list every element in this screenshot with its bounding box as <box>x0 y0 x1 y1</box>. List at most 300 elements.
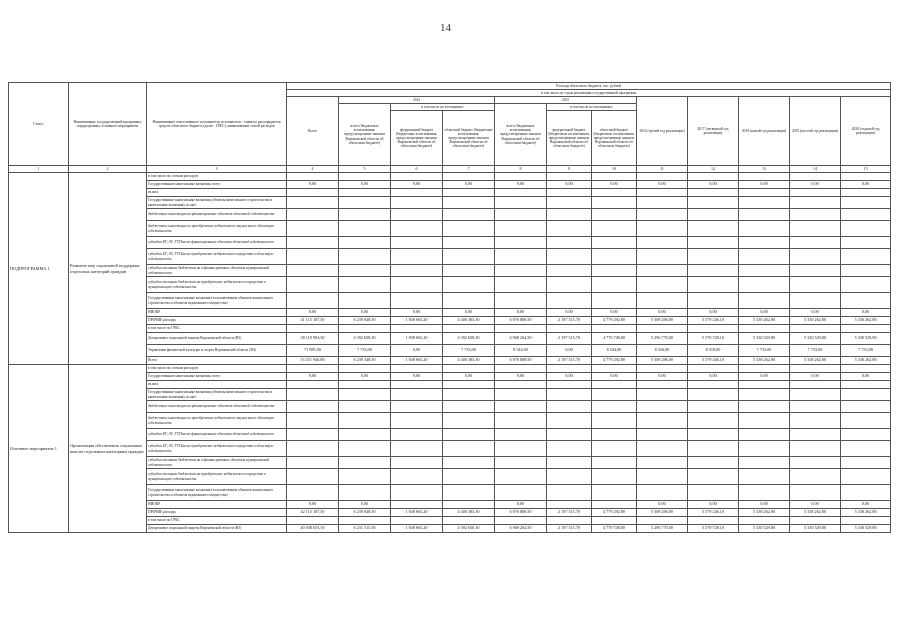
row-label: в том числе по ГРБС: <box>147 325 287 333</box>
cell-value: 0,00 <box>688 309 739 317</box>
cell-value <box>637 189 688 197</box>
cell-value: 0,00 <box>495 501 547 509</box>
cell-value: 4 392 650,30 <box>443 525 495 533</box>
cell-value: 5 579 246,10 <box>688 357 739 365</box>
row-label: бюджетные инвестиции на приобретение недвижимого имущества в областную собственность <box>147 413 287 429</box>
cell-value <box>688 325 739 333</box>
cell-value <box>790 485 841 501</box>
cell-value: 5 330 529,80 <box>841 525 891 533</box>
header-c13: 2018 (пятый год реализации) <box>739 97 790 166</box>
header-c8: всего (бюджетные ассигнования, предусмотренные законом Воронежской области об областном бюджете) <box>495 104 547 166</box>
cell-value <box>688 277 739 293</box>
cell-value: 0,00 <box>339 373 391 381</box>
cell-value <box>547 325 592 333</box>
cell-value <box>790 441 841 457</box>
cell-value <box>688 221 739 237</box>
cell-value <box>841 485 891 501</box>
cell-value: 6 239 048,50 <box>339 317 391 325</box>
cell-value: 5 330 262,80 <box>739 317 790 325</box>
cell-value: 0,00 <box>443 181 495 189</box>
cell-value <box>339 365 391 373</box>
cell-value <box>443 265 495 277</box>
cell-value: 0,00 <box>790 181 841 189</box>
cell-value <box>688 485 739 501</box>
cell-value <box>739 365 790 373</box>
cell-value <box>391 401 443 413</box>
cell-value: 7 733,00 <box>339 345 391 357</box>
cell-value: 0,00 <box>637 181 688 189</box>
cell-value <box>495 209 547 221</box>
cell-value <box>339 325 391 333</box>
cell-value <box>339 517 391 525</box>
row-label: Государственные капитальные вложения, всего <box>147 181 287 189</box>
row-status: ПОДПРОГРАММА 1 <box>9 173 69 365</box>
cell-value <box>287 173 339 181</box>
cell-value: 0,00 <box>547 181 592 189</box>
column-number: 13 <box>739 166 790 173</box>
cell-value <box>841 237 891 249</box>
cell-value <box>790 413 841 429</box>
cell-value: 5 330 262,80 <box>790 317 841 325</box>
column-number: 6 <box>391 166 443 173</box>
cell-value: 40 038 653,50 <box>287 525 339 533</box>
cell-value <box>841 413 891 429</box>
cell-value <box>547 189 592 197</box>
cell-value <box>287 325 339 333</box>
cell-value <box>592 389 637 401</box>
cell-value <box>637 209 688 221</box>
cell-value: 7 733,00 <box>790 345 841 357</box>
cell-value <box>790 189 841 197</box>
cell-value: 1 838 665,20 <box>391 333 443 345</box>
cell-value <box>790 517 841 525</box>
column-number: 3 <box>147 166 287 173</box>
cell-value: 5 330 529,80 <box>790 525 841 533</box>
cell-value <box>637 197 688 209</box>
cell-value <box>592 293 637 309</box>
cell-value <box>339 237 391 249</box>
cell-value <box>287 265 339 277</box>
cell-value <box>592 517 637 525</box>
cell-value <box>391 249 443 265</box>
cell-value <box>339 401 391 413</box>
cell-value <box>739 197 790 209</box>
cell-value <box>287 209 339 221</box>
cell-value <box>739 441 790 457</box>
cell-value <box>287 237 339 249</box>
cell-value <box>841 325 891 333</box>
cell-value <box>391 485 443 501</box>
cell-value <box>592 401 637 413</box>
cell-value <box>287 401 339 413</box>
column-number: 8 <box>495 166 547 173</box>
row-label: ПРОЧИЕ расходы <box>147 317 287 325</box>
cell-value <box>790 457 841 469</box>
column-number-row <box>9 166 891 173</box>
cell-value <box>790 237 841 249</box>
column-number: 14 <box>790 166 841 173</box>
cell-value: 0,00 <box>688 373 739 381</box>
cell-value <box>592 209 637 221</box>
cell-value <box>688 381 739 389</box>
cell-value <box>637 173 688 181</box>
cell-value <box>495 485 547 501</box>
header-c11: 2016 (третий год реализации) <box>637 97 688 166</box>
header-c12: 2017 (четвертый год реализации) <box>688 97 739 166</box>
cell-value: 1 838 665,20 <box>391 509 443 517</box>
column-number: 5 <box>339 166 391 173</box>
cell-value: 0,00 <box>287 309 339 317</box>
cell-value <box>339 173 391 181</box>
cell-value: 0,00 <box>739 181 790 189</box>
cell-value: 0,00 <box>391 181 443 189</box>
cell-value <box>841 401 891 413</box>
cell-value <box>688 413 739 429</box>
cell-value: 2 197 515,70 <box>547 333 592 345</box>
cell-value <box>547 441 592 457</box>
cell-value <box>495 413 547 429</box>
cell-value <box>592 197 637 209</box>
cell-value: 5 308 296,00 <box>637 357 688 365</box>
cell-value: 0,00 <box>495 181 547 189</box>
cell-value <box>592 237 637 249</box>
cell-value: 5 296 770,00 <box>637 333 688 345</box>
cell-value <box>688 389 739 401</box>
cell-value <box>790 325 841 333</box>
cell-value <box>592 413 637 429</box>
cell-value: 71 885,00 <box>287 345 339 357</box>
cell-value <box>287 365 339 373</box>
row-label: НИОКР <box>147 309 287 317</box>
cell-value <box>391 325 443 333</box>
cell-value <box>339 413 391 429</box>
cell-value <box>739 221 790 237</box>
cell-value <box>841 429 891 441</box>
row-label: Управление физической культуры и спорта Воронежской области (ВЗ) <box>147 345 287 357</box>
cell-value <box>739 277 790 293</box>
cell-value <box>339 221 391 237</box>
column-number: 10 <box>592 166 637 173</box>
cell-value <box>592 501 637 509</box>
cell-value <box>391 265 443 277</box>
cell-value <box>592 441 637 457</box>
cell-value <box>547 381 592 389</box>
cell-value <box>547 293 592 309</box>
row-label: субсидии БУ, АУ, ГУПам на финансирование объектов областной собственности <box>147 237 287 249</box>
header-c6: федеральный бюджет (бюджетные ассигнования, предусмотренные законом Воронежской области об областном бюджете) <box>391 111 443 166</box>
cell-value <box>790 265 841 277</box>
cell-value <box>637 221 688 237</box>
cell-value: 6 239 048,50 <box>339 509 391 517</box>
column-number: 15 <box>841 166 891 173</box>
row-label: Департамент социальной защиты Воронежской области (ВЗ) <box>147 525 287 533</box>
cell-value: 0,00 <box>443 373 495 381</box>
cell-value <box>739 485 790 501</box>
cell-value: 0,00 <box>339 309 391 317</box>
cell-value: 42 115 187,50 <box>287 509 339 517</box>
cell-value <box>391 209 443 221</box>
cell-value <box>547 469 592 485</box>
cell-value <box>287 249 339 265</box>
row-label: Всего <box>147 357 287 365</box>
cell-value <box>391 237 443 249</box>
cell-value: 4 392 658,30 <box>443 333 495 345</box>
cell-value <box>637 325 688 333</box>
cell-value <box>790 277 841 293</box>
cell-value: 0,00 <box>841 501 891 509</box>
table-row <box>9 365 891 373</box>
row-program-name: Организация обеспечения социальных выплат отдельным категориям граждан <box>69 365 147 533</box>
cell-value <box>443 441 495 457</box>
cell-value <box>443 173 495 181</box>
cell-value <box>339 389 391 401</box>
cell-value <box>443 401 495 413</box>
header-year-2014: 2014 <box>339 97 495 104</box>
cell-value: 5 338 262,80 <box>739 509 790 517</box>
cell-value <box>592 189 637 197</box>
cell-value <box>391 441 443 457</box>
cell-value <box>841 189 891 197</box>
cell-value <box>592 485 637 501</box>
cell-value: 0,00 <box>790 501 841 509</box>
cell-value: 5 330 529,80 <box>841 333 891 345</box>
cell-value <box>391 469 443 485</box>
cell-value: 0,00 <box>739 309 790 317</box>
row-label: в том числе по статьям расходов: <box>147 365 287 373</box>
cell-value <box>287 485 339 501</box>
cell-value: 0,00 <box>495 309 547 317</box>
cell-value: 8 544,00 <box>495 345 547 357</box>
cell-value <box>547 265 592 277</box>
cell-value <box>547 365 592 373</box>
cell-value <box>790 209 841 221</box>
cell-value <box>739 401 790 413</box>
cell-value: 0,00 <box>495 373 547 381</box>
cell-value <box>688 249 739 265</box>
cell-value <box>841 221 891 237</box>
row-label: субсидии БУ, АУ, ГУПам на приобретение недвижимого имущества в областную собственность <box>147 249 287 265</box>
cell-value <box>841 389 891 401</box>
cell-value: 4 400 383,30 <box>443 357 495 365</box>
cell-value: 0,00 <box>688 181 739 189</box>
row-label: Государственные капитальные вложения (за исключением объектов капитального строительства и объектов недвижимого имущества) <box>147 485 287 501</box>
row-label: бюджетные инвестиции на финансирование объектов областной собственности <box>147 401 287 413</box>
cell-value: 5 296 770,00 <box>637 525 688 533</box>
cell-value <box>637 277 688 293</box>
cell-value <box>739 209 790 221</box>
cell-value: 0,00 <box>287 373 339 381</box>
cell-value: 8 526,00 <box>637 345 688 357</box>
header-expenses-title: Расходы областного бюджета, тыс. рублей <box>287 83 891 90</box>
cell-value <box>592 277 637 293</box>
cell-value <box>841 173 891 181</box>
cell-value <box>547 209 592 221</box>
cell-value: 5 338 262,80 <box>841 509 891 517</box>
cell-value: 0,00 <box>637 309 688 317</box>
cell-value: 1 838 665,20 <box>391 525 443 533</box>
cell-value: 1 838 665,20 <box>391 317 443 325</box>
row-label: Государственные капитальные вложения (объекты капитального строительства и капитальные вложения), из них <box>147 389 287 401</box>
column-number: 1 <box>9 166 69 173</box>
cell-value <box>443 501 495 509</box>
cell-value <box>688 469 739 485</box>
cell-value: 0,00 <box>339 501 391 509</box>
cell-value: 5 330 529,80 <box>790 333 841 345</box>
cell-value: 4 779 292,80 <box>592 317 637 325</box>
cell-value <box>495 389 547 401</box>
cell-value: 6 976 808,50 <box>495 317 547 325</box>
cell-value <box>391 221 443 237</box>
cell-value <box>391 381 443 389</box>
cell-value: 2 197 515,70 <box>547 509 592 517</box>
cell-value <box>495 469 547 485</box>
cell-value: 7 733,00 <box>443 345 495 357</box>
cell-value <box>547 517 592 525</box>
cell-value <box>495 293 547 309</box>
cell-value: 4 770 748,80 <box>592 333 637 345</box>
header-program-name: Наименование государственной программы, подпрограммы, основного мероприятия <box>69 83 147 166</box>
column-number: 12 <box>688 166 739 173</box>
page-number: 14 <box>440 22 451 34</box>
cell-value <box>547 237 592 249</box>
cell-value <box>339 293 391 309</box>
cell-value <box>592 429 637 441</box>
cell-value <box>339 277 391 293</box>
header-by-years: в том числе по годам реализации государственной программы <box>287 90 891 97</box>
header-c15: 2020 (седьмой год реализации) <box>841 97 891 166</box>
cell-value: 0,00 <box>637 373 688 381</box>
column-number: 4 <box>287 166 339 173</box>
cell-value <box>592 221 637 237</box>
row-label: Государственные капитальные вложения (объекты капитального строительства и капитальные вложения), из них <box>147 197 287 209</box>
cell-value: 0,00 <box>391 373 443 381</box>
cell-value <box>841 457 891 469</box>
cell-value <box>443 189 495 197</box>
cell-value <box>688 401 739 413</box>
cell-value: 38 119 994,30 <box>287 333 339 345</box>
table-row <box>9 173 891 181</box>
cell-value <box>547 277 592 293</box>
cell-value <box>790 429 841 441</box>
header-year-2015: 2015 <box>495 97 637 104</box>
cell-value: 0,00 <box>547 373 592 381</box>
cell-value <box>443 237 495 249</box>
cell-value <box>287 441 339 457</box>
cell-value <box>790 249 841 265</box>
cell-value: 5 570 728,10 <box>688 333 739 345</box>
cell-value <box>287 413 339 429</box>
row-label: субсидии местным бюджетам на приобретение недвижимого имущества в муниципальную собственность <box>147 469 287 485</box>
cell-value <box>391 517 443 525</box>
cell-value <box>339 457 391 469</box>
cell-value <box>339 209 391 221</box>
cell-value <box>688 189 739 197</box>
cell-value: 0,00 <box>841 373 891 381</box>
cell-value <box>637 381 688 389</box>
cell-value <box>287 293 339 309</box>
cell-value <box>790 389 841 401</box>
cell-value: 0,00 <box>739 373 790 381</box>
row-label: бюджетные инвестиции на приобретение недвижимого имущества в областную собственность <box>147 221 287 237</box>
cell-value <box>443 429 495 441</box>
cell-value <box>391 189 443 197</box>
cell-value <box>547 221 592 237</box>
column-number: 9 <box>547 166 592 173</box>
cell-value <box>443 517 495 525</box>
cell-value: 0,00 <box>592 181 637 189</box>
cell-value <box>637 413 688 429</box>
cell-value <box>547 485 592 501</box>
cell-value: 8 518,00 <box>688 345 739 357</box>
row-label: НИОКР <box>147 501 287 509</box>
cell-value <box>443 469 495 485</box>
cell-value <box>339 265 391 277</box>
cell-value <box>739 325 790 333</box>
cell-value <box>287 189 339 197</box>
cell-value: 2 197 515,70 <box>547 357 592 365</box>
cell-value: 5 308 296,00 <box>637 317 688 325</box>
budget-table <box>8 82 891 533</box>
cell-value: 4 779 292,80 <box>592 509 637 517</box>
cell-value: 4 392 658,30 <box>339 333 391 345</box>
cell-value <box>688 173 739 181</box>
cell-value <box>495 189 547 197</box>
cell-value <box>495 173 547 181</box>
cell-value: 7 733,00 <box>739 345 790 357</box>
cell-value <box>547 197 592 209</box>
header-status: Статус <box>9 83 69 166</box>
cell-value <box>841 365 891 373</box>
row-label: бюджетные инвестиции на финансирование объектов областной собственности <box>147 209 287 221</box>
cell-value <box>637 429 688 441</box>
cell-value <box>547 173 592 181</box>
cell-value <box>547 249 592 265</box>
header-total: Всего <box>287 97 339 166</box>
cell-value <box>688 197 739 209</box>
cell-value <box>637 237 688 249</box>
cell-value <box>637 293 688 309</box>
cell-value: 0,00 <box>391 309 443 317</box>
cell-value: 5 338 262,80 <box>739 357 790 365</box>
cell-value <box>841 265 891 277</box>
cell-value <box>688 457 739 469</box>
cell-value <box>391 457 443 469</box>
cell-value <box>739 189 790 197</box>
cell-value <box>547 401 592 413</box>
cell-value <box>739 237 790 249</box>
column-number: 11 <box>637 166 688 173</box>
cell-value: 5 308 296,00 <box>637 509 688 517</box>
cell-value <box>790 173 841 181</box>
cell-value: 0,00 <box>443 309 495 317</box>
header-incl-2015: в том числе по источникам: <box>547 104 637 111</box>
cell-value <box>443 209 495 221</box>
cell-value: 5 338 262,80 <box>790 509 841 517</box>
cell-value <box>688 265 739 277</box>
cell-value <box>592 325 637 333</box>
cell-value <box>495 277 547 293</box>
cell-value: 0,00 <box>287 181 339 189</box>
column-number: 2 <box>69 166 147 173</box>
cell-value <box>592 457 637 469</box>
cell-value: 6 968 264,50 <box>495 525 547 533</box>
cell-value <box>841 381 891 389</box>
row-label: субсидии местным бюджетам на софинансирование объектов муниципальной собственности <box>147 265 287 277</box>
cell-value <box>495 265 547 277</box>
cell-value: 53 331 946,80 <box>287 357 339 365</box>
cell-value <box>790 401 841 413</box>
cell-value: 8 544,00 <box>592 345 637 357</box>
